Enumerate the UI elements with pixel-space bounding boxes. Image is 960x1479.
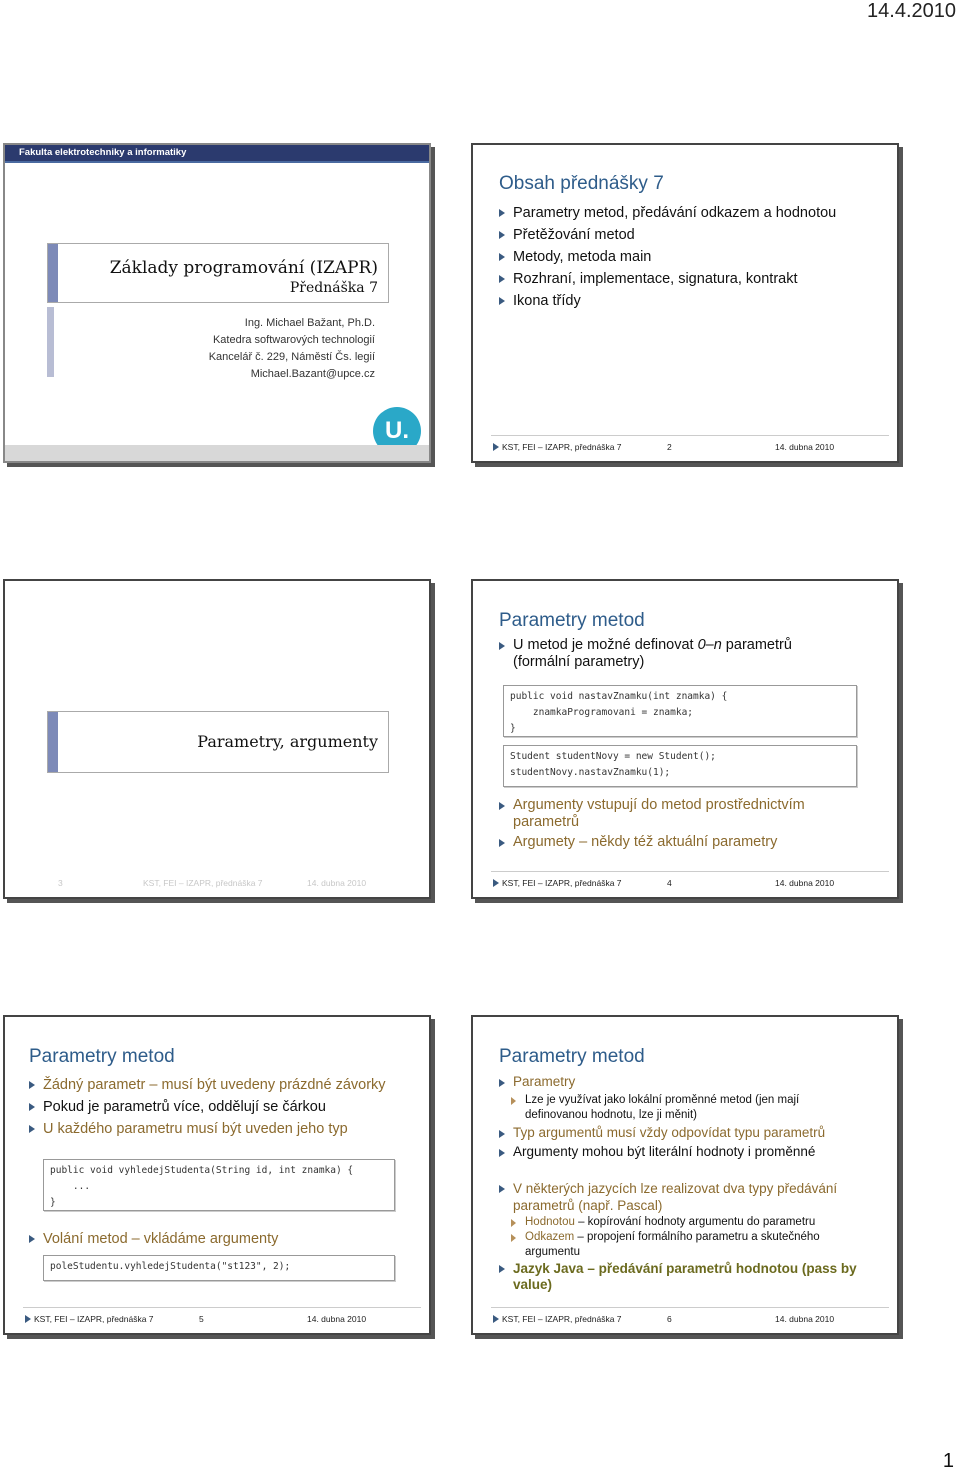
footer-date: 14. dubna 2010 [775,878,835,888]
email: Michael.Bazant@upce.cz [250,368,375,380]
bullet-arrow-icon [499,1130,505,1138]
footer-divider [23,1307,421,1308]
footer-course: KST, FEI – IZAPR, přednáška 7 [502,1314,622,1324]
slide-2 [471,143,899,463]
footer-date: 14. dubna 2010 [775,442,835,452]
slide-footer [5,871,429,897]
list-item: Hodnotou – kopírování hodnoty argumentu do parametru [511,1215,856,1230]
department: Katedra softwarových technologií [212,334,375,346]
bullet-list [499,202,889,312]
bullet-list-2 [499,1123,884,1161]
author-block [209,315,375,383]
list-item: Ikona třídy [499,290,889,312]
slide-4 [471,579,899,899]
list-item: Rozhraní, implementace, signatura, kontrakt [499,268,889,290]
list-item: Přetěžování metod [499,224,889,246]
slide-5 [3,1015,431,1335]
bullet-arrow-icon [499,209,505,217]
author-name: Ing. Michael Bažant, Ph.D. [244,317,375,329]
footer-date: 14. dubna 2010 [775,1314,835,1324]
list-item: Argumenty vstupují do metod prostřednictvím parametrů [499,797,859,831]
list-item: Argumenty mohou být literální hodnoty i proměnné [499,1142,884,1161]
bullet-list [499,637,829,671]
sub-bullet-arrow-icon [511,1219,516,1227]
parameter-range: 0–n [697,637,722,653]
list-item: Typ argumentů musí vždy odpovídat typu parametrů [499,1123,884,1142]
bullet-arrow-icon [499,1079,505,1087]
slide-title: Parametry metod [499,1046,645,1067]
footer-divider [491,871,889,872]
footer-divider [491,1307,889,1308]
bottom-strip [5,445,429,461]
term-by-value: Hodnotou [525,1216,575,1228]
bullet-arrow-icon [29,1081,35,1089]
list-item: Parametry metod, předávání odkazem a hodnotou [499,202,889,224]
section-heading: Parametry, argumenty [197,732,378,751]
bullet-list-4 [499,1261,884,1293]
list-item: Argumety – někdy též aktuální parametry [499,834,859,851]
footer-arrow-icon [493,879,499,887]
list-item: Metody, metoda main [499,246,889,268]
sub-bullet-list [511,1093,831,1123]
slide-number: 6 [667,1314,672,1324]
left-accent-bar [47,307,54,377]
bullet-arrow-icon [499,802,505,810]
bullet-arrow-icon [499,253,505,261]
code-block-signature: public void vyhledejStudenta(String id, int znamka) { ... } [43,1159,395,1211]
bullet-arrow-icon [499,839,505,847]
slide-1 [3,143,431,463]
bullet-arrow-icon [499,1185,505,1193]
list-item: Volání metod – vkládáme argumenty [29,1228,424,1250]
footer-date: 14. dubna 2010 [307,878,367,888]
list-item: Lze je využívat jako lokální proměnné metod (jen mají definovanou hodnotu, lze ji měnit) [511,1093,831,1123]
footer-course: KST, FEI – IZAPR, přednáška 7 [502,878,622,888]
term-by-reference: Odkazem [525,1231,575,1243]
bullet-arrow-icon [499,275,505,283]
footer-arrow-icon [25,1315,31,1323]
section-box [47,711,389,773]
slide-title: Parametry metod [499,610,645,631]
title-accent-bar [48,244,58,302]
list-item: Odkazem – propojení formálního parametru a skutečného argumentu [511,1230,856,1260]
code-block-call: poleStudentu.vyhledejStudenta("st123", 2); [43,1255,395,1281]
page-number: 1 [942,1450,954,1472]
code-block-method: public void nastavZnamku(int znamka) { znamkaProgramovani = znamka; } [503,685,857,737]
footer-course: KST, FEI – IZAPR, přednáška 7 [143,878,263,888]
bullet-arrow-icon [499,297,505,305]
slide-3 [3,579,431,899]
footer-course: KST, FEI – IZAPR, přednáška 7 [502,442,622,452]
bullet-arrow-icon [499,642,505,650]
bullet-arrow-icon [29,1103,35,1111]
bullet-arrow-icon [29,1125,35,1133]
sub-bullet-arrow-icon [511,1097,516,1105]
slide-6 [471,1015,899,1335]
bullet-list-3 [499,1180,859,1214]
footer-arrow-icon [493,443,499,451]
bullet-arrow-icon [499,1149,505,1157]
lecture-number: Přednáška 7 [289,280,378,296]
list-item: Žádný parametr – musí být uvedeny prázdné závorky [29,1074,424,1096]
list-item: Jazyk Java – předávání parametrů hodnotou (pass by value) [499,1261,884,1293]
slide-number: 3 [58,878,63,888]
bullet-list [29,1074,424,1140]
sub-bullet-arrow-icon [511,1234,516,1242]
slide-number: 2 [667,442,672,452]
list-item: U metod je možné definovat 0–n parametrů (formální parametry) [499,637,829,671]
slide-number: 4 [667,878,672,888]
footer-divider [491,435,889,436]
faculty-banner [5,145,429,161]
footer-arrow-icon [493,1315,499,1323]
bullet-list-2 [499,797,859,851]
footer-course: KST, FEI – IZAPR, přednáška 7 [34,1314,154,1324]
page-date: 14.4.2010 [867,0,956,22]
code-block-call: Student studentNovy = new Student(); studentNovy.nastavZnamku(1); [503,745,857,787]
banner-underline [5,161,429,163]
office: Kancelář č. 229, Náměstí Čs. legií [208,351,375,363]
list-item: U každého parametru musí být uveden jeho typ [29,1118,424,1140]
bullet-list-2 [29,1228,424,1250]
slide-footer [5,1307,429,1333]
bullet-arrow-icon [499,1265,505,1273]
list-item: V některých jazycích lze realizovat dva typy předávání parametrů (např. Pascal) [499,1180,859,1214]
course-title: Základy programování (IZAPR) [109,258,378,278]
slide-number: 5 [199,1314,204,1324]
slide-footer [473,1307,897,1333]
slide-title: Parametry metod [29,1046,175,1067]
section-accent-bar [48,712,58,772]
list-item: Parametry [499,1072,884,1092]
slide-footer [473,435,897,461]
list-item: Pokud je parametrů více, oddělují se čárkou [29,1096,424,1118]
bullet-list [499,1072,884,1092]
university-logo-text: U. [385,417,409,444]
bullet-arrow-icon [29,1235,35,1243]
sub-bullet-list-2 [511,1215,856,1260]
title-box [47,243,389,303]
slide-footer [473,871,897,897]
slide-title: Obsah přednášky 7 [499,173,664,194]
footer-date: 14. dubna 2010 [307,1314,367,1324]
faculty-banner-text: Fakulta elektrotechniky a informatiky [19,147,187,158]
bullet-arrow-icon [499,231,505,239]
